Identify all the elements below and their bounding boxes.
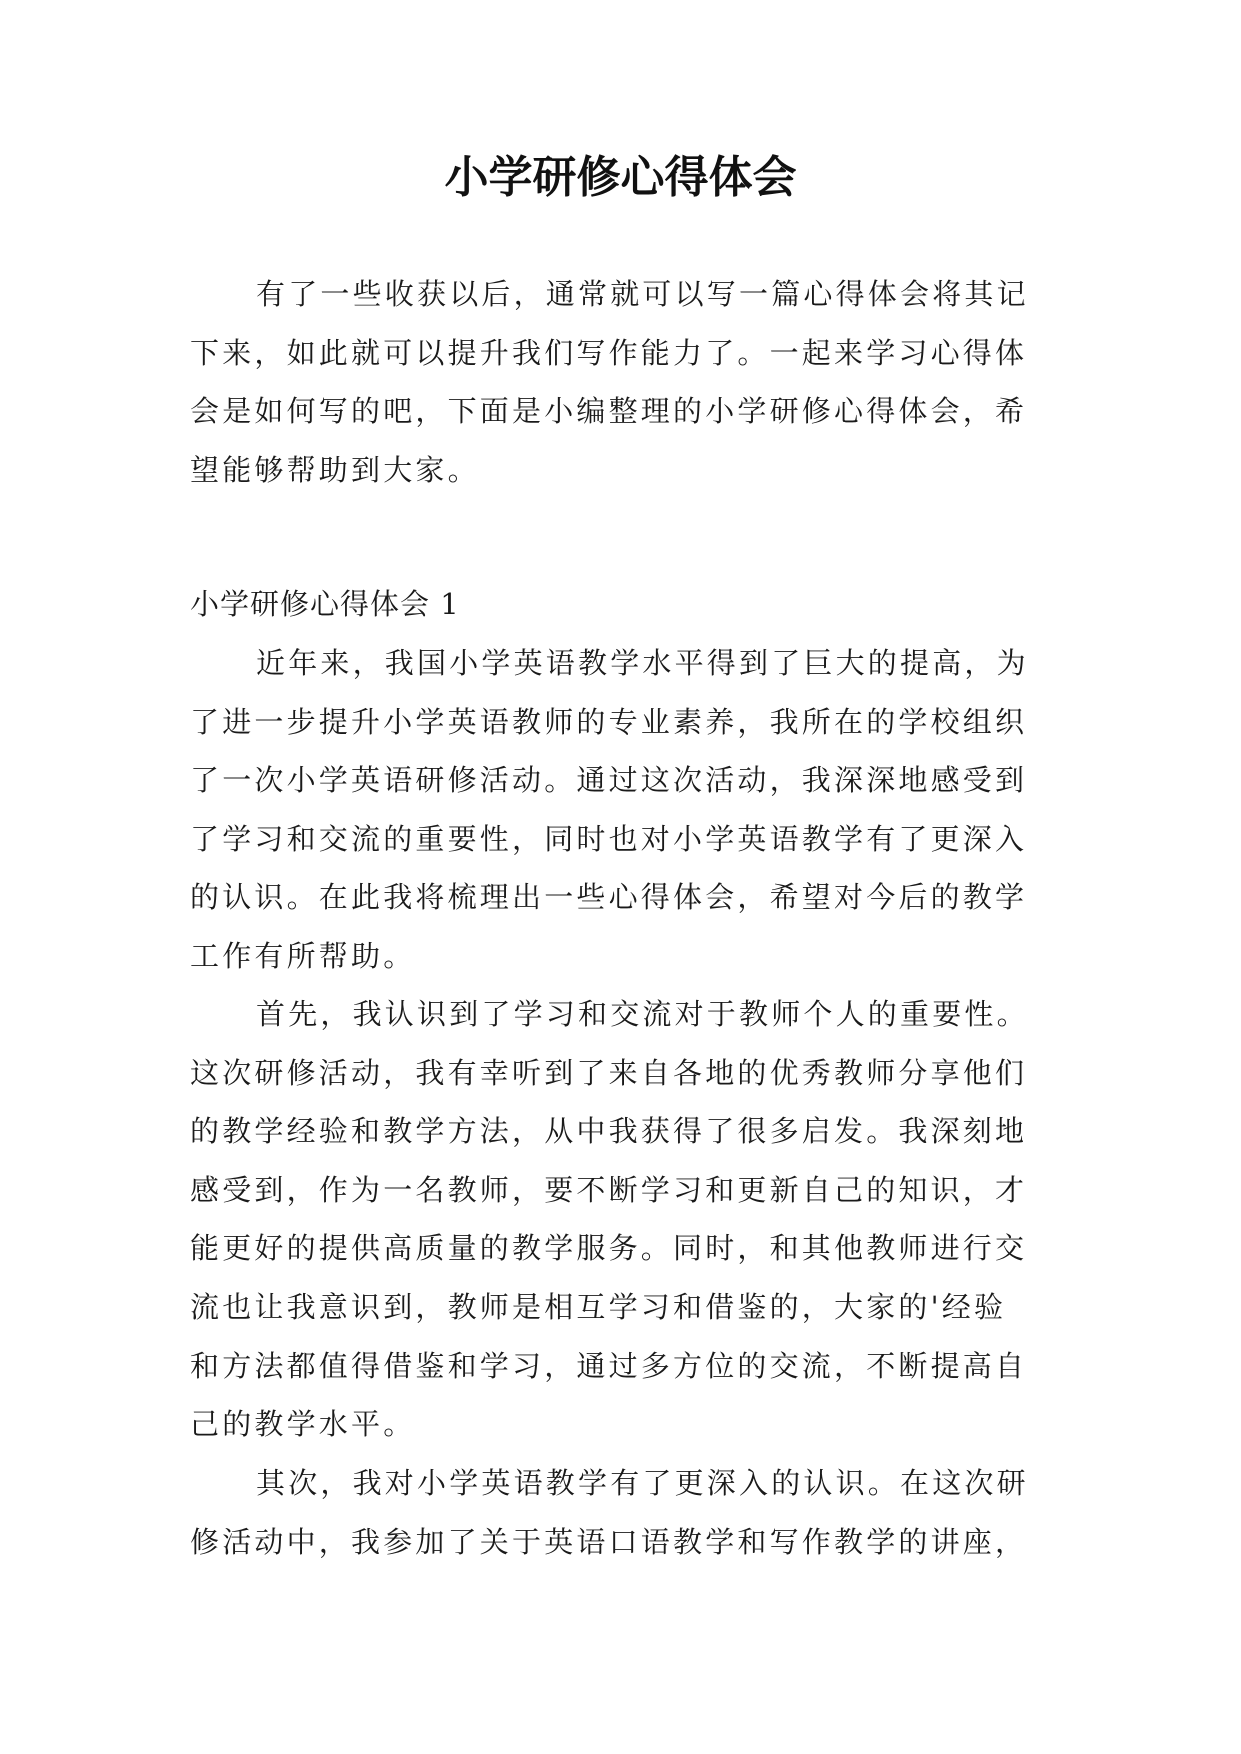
text-line: 的教学经验和教学方法，从中我获得了很多启发。我深刻地: [190, 1114, 1028, 1149]
text-line: 修活动中，我参加了关于英语口语教学和写作教学的讲座，: [190, 1524, 1028, 1559]
text-line: 其次，我对小学英语教学有了更深入的认识。在这次研: [256, 1466, 1029, 1500]
text-line: 能更好的提供高质量的教学服务。同时，和其他教师进行交: [190, 1231, 1028, 1266]
text-line: 近年来，我国小学英语教学水平得到了巨大的提高，为: [256, 646, 1029, 680]
text-line: 流也让我意识到，教师是相互学习和借鉴的，大家的'经验: [190, 1289, 1007, 1324]
text-line: 有了一些收获以后，通常就可以写一篇心得体会将其记: [256, 277, 1029, 311]
text-line: 望能够帮助到大家。: [190, 452, 480, 487]
paragraph-3: [190, 1454, 1050, 1571]
document-title: 小学研修心得体会: [444, 152, 797, 203]
paragraph-1: [190, 634, 1050, 986]
section-heading: 小学研修心得体会 1: [190, 587, 460, 621]
intro-paragraph: [190, 265, 1050, 499]
text-line: 会是如何写的吧，下面是小编整理的小学研修心得体会，希: [190, 394, 1028, 429]
text-line: 了学习和交流的重要性，同时也对小学英语教学有了更深入: [190, 821, 1028, 856]
text-line: 了进一步提升小学英语教师的专业素养，我所在的学校组织: [190, 704, 1028, 739]
text-line: 和方法都值得借鉴和学习，通过多方位的交流，不断提高自: [190, 1348, 1028, 1383]
text-line: 首先，我认识到了学习和交流对于教师个人的重要性。: [256, 997, 1029, 1031]
text-line: 的认识。在此我将梳理出一些心得体会，希望对今后的教学: [190, 880, 1028, 915]
paragraph-2: [190, 985, 1050, 1454]
text-line: 下来，如此就可以提升我们写作能力了。一起来学习心得体: [190, 335, 1028, 370]
text-line: 工作有所帮助。: [190, 938, 416, 973]
text-line: 这次研修活动，我有幸听到了来自各地的优秀教师分享他们: [190, 1055, 1028, 1090]
text-line: 己的教学水平。: [190, 1407, 416, 1442]
text-line: 了一次小学英语研修活动。通过这次活动，我深深地感受到: [190, 763, 1028, 798]
text-line: 感受到，作为一名教师，要不断学习和更新自己的知识，才: [190, 1172, 1028, 1207]
